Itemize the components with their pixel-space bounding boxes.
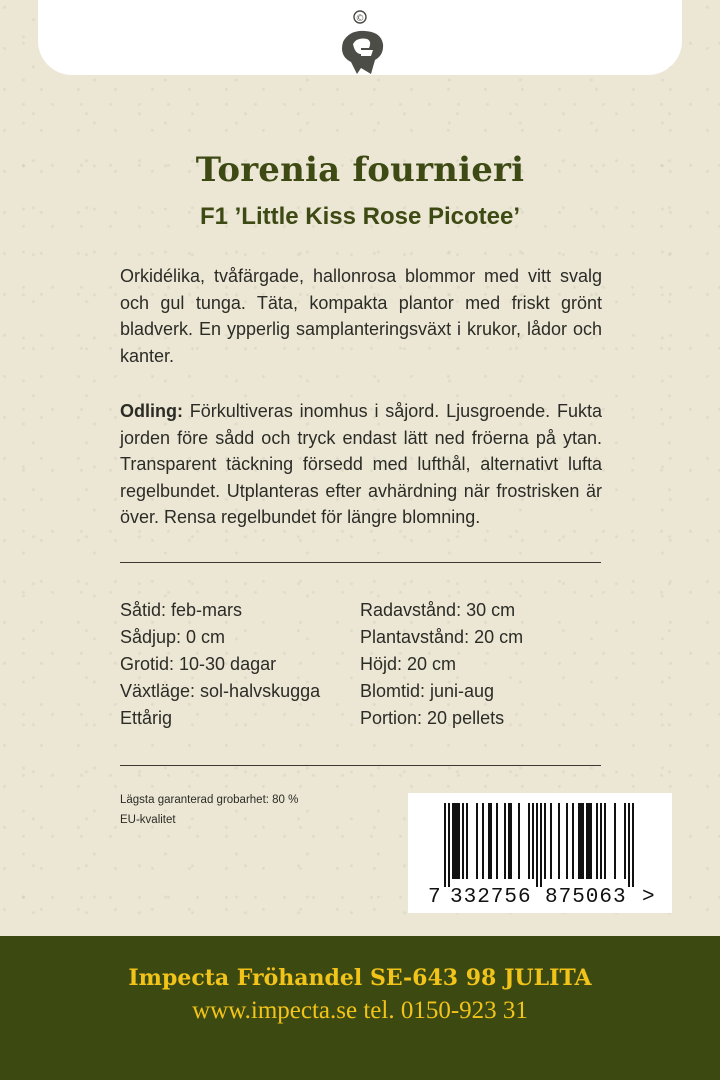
barcode-quiet-zone-marker: >	[642, 886, 655, 909]
specs-left-column	[120, 597, 350, 732]
barcode-bar	[614, 803, 616, 879]
spec-row-spacing: Radavstånd: 30 cm	[360, 600, 516, 620]
barcode-bar	[444, 803, 446, 887]
barcode-bar	[510, 803, 512, 879]
cultivation-text: Förkultiveras inomhus i såjord. Ljusgroende. Fukta jorden före sådd och tryck endast lätt ned fröerna på ytan. Transparent täckning försedd med lufthål, alternativt lufta regelbundet. Utplanteras efter avhärdning när frostrisken är över. Rensa regelbundet för längre blomning.	[120, 401, 602, 527]
barcode-bar	[566, 803, 568, 879]
barcode-bar	[544, 803, 546, 879]
spec-portion: Portion: 20 pellets	[360, 708, 505, 728]
barcode-bar	[482, 803, 484, 879]
barcode-group-1: 332756	[450, 886, 532, 909]
barcode-bar	[578, 803, 580, 879]
divider-top	[120, 562, 601, 563]
barcode-first-digit: 7	[428, 886, 441, 909]
barcode-bar	[604, 803, 606, 879]
spec-plant-spacing: Plantavstånd: 20 cm	[360, 627, 524, 647]
barcode-bar	[600, 803, 602, 879]
barcode-bar	[540, 803, 542, 887]
barcode-bar	[504, 803, 506, 879]
barcode-bar	[458, 803, 460, 879]
product-title: Torenia fournieri	[195, 150, 525, 190]
divider-bottom	[120, 765, 601, 766]
copyright-symbol: ©	[355, 14, 365, 24]
barcode-bar	[532, 803, 534, 879]
barcode-bar	[588, 803, 590, 879]
barcode-bar	[596, 803, 598, 879]
company-address: Impecta Fröhandel SE-643 98 JULITA	[128, 965, 592, 991]
spec-germination-time: Grotid: 10-30 dagar	[120, 654, 277, 674]
spec-lifecycle: Ettårig	[120, 708, 173, 728]
barcode-group-2: 875063	[545, 886, 627, 909]
barcode-bar	[466, 803, 468, 879]
barcode-bar	[452, 803, 454, 879]
germination-guarantee: Lägsta garanterad grobarhet: 80 %	[120, 794, 299, 806]
barcode	[408, 793, 672, 913]
cultivation-paragraph	[120, 398, 602, 531]
cultivation-label: Odling:	[120, 401, 183, 421]
specs-right-column	[360, 597, 600, 732]
spec-location: Växtläge: sol-halvskugga	[120, 681, 321, 701]
barcode-bar	[586, 803, 588, 879]
spec-sowing-depth: Sådjup: 0 cm	[120, 627, 226, 647]
barcode-bar	[528, 803, 530, 879]
barcode-bar	[490, 803, 492, 879]
barcode-bar	[628, 803, 630, 887]
barcode-bar	[550, 803, 552, 879]
barcode-bar	[462, 803, 464, 879]
product-variety: F1 ’Little Kiss Rose Picotee’	[199, 203, 521, 230]
barcode-bar	[632, 803, 634, 887]
barcode-graphic	[408, 793, 672, 913]
description-paragraph: Orkidélika, tvåfärgade, hallonrosa blommor med vitt svalg och gul tunga. Täta, kompakta plantor med friskt grönt bladverk. En ypperlig samplanteringsväxt i krukor, lådor och kanter.	[120, 266, 602, 366]
fine-print	[120, 790, 298, 830]
barcode-bar	[518, 803, 520, 879]
spec-sowing-time: Såtid: feb-mars	[120, 600, 243, 620]
barcode-bar	[580, 803, 582, 879]
barcode-bar	[448, 803, 450, 887]
barcode-bar	[536, 803, 538, 887]
spec-height: Höjd: 20 cm	[360, 654, 457, 674]
barcode-bar	[454, 803, 456, 879]
barcode-bar	[558, 803, 560, 879]
eu-quality: EU-kvalitet	[120, 814, 176, 826]
barcode-bar	[582, 803, 584, 879]
barcode-bar	[590, 803, 592, 879]
barcode-bar	[488, 803, 490, 879]
impecta-seed-logo-icon	[331, 4, 389, 76]
spec-flowering-time: Blomtid: juni-aug	[360, 681, 495, 701]
barcode-bar	[508, 803, 510, 879]
barcode-bar	[572, 803, 574, 879]
company-contact: www.impecta.se tel. 0150-923 31	[192, 997, 528, 1024]
barcode-bar	[476, 803, 478, 879]
barcode-bar	[496, 803, 498, 879]
barcode-bar	[624, 803, 626, 879]
barcode-bar	[456, 803, 458, 879]
